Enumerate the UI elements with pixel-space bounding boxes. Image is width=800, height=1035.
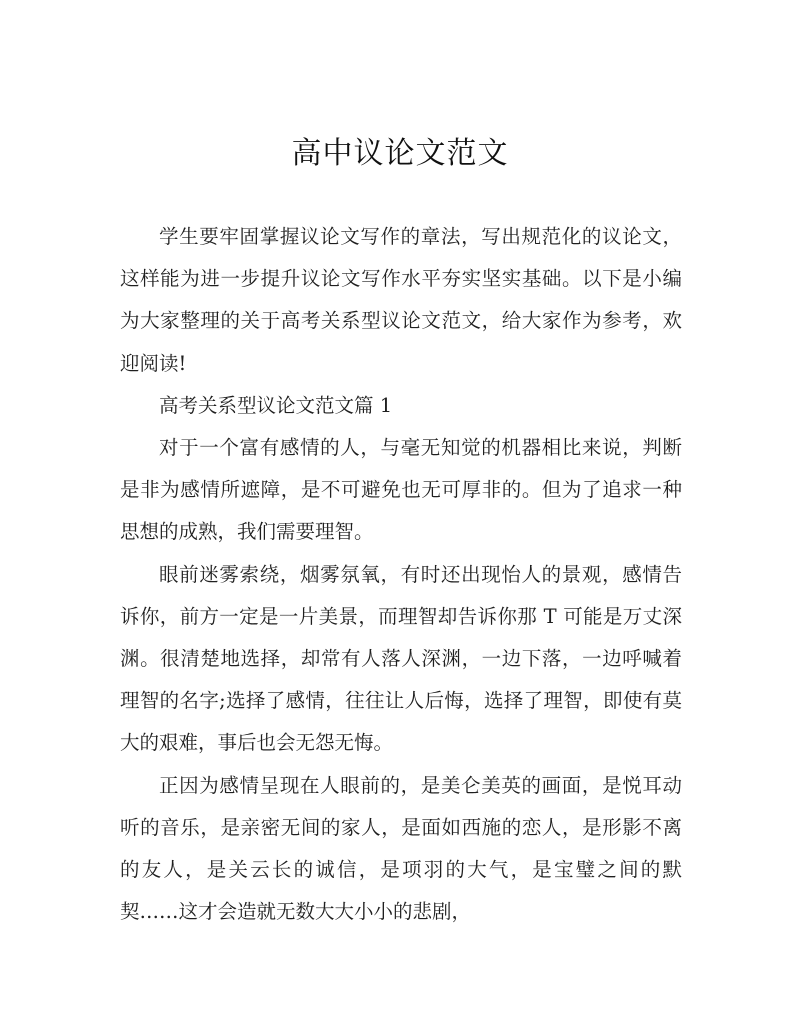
document-title: 高中议论文范文 [291,136,509,171]
document-body [120,216,682,933]
body-paragraph-1: 对于一个富有感情的人，与毫无知觉的机器相比来说，判断是非为感情所遮障，是不可避免也无可厚非的。但为了追求一种思想的成熟，我们需要理智。 [120,436,682,544]
body-paragraph-3: 正因为感情呈现在人眼前的，是美仑美英的画面，是悦耳动听的音乐，是亲密无间的家人，是面如西施的恋人，是形影不离的友人，是关云长的诚信，是项羽的大气，是宝璧之间的默契……这才会造就无数大大小小的悲剧， [120,773,682,924]
section-heading: 高考关系型议论文范文篇 1 [159,393,393,417]
intro-paragraph: 学生要牢固掌握议论文写作的章法，写出规范化的议论文，这样能为进一步提升议论文写作水平夯实坚实基础。以下是小编为大家整理的关于高考关系型议论文范文，给大家作为参考，欢迎阅读! [120,225,682,375]
body-paragraph-2: 眼前迷雾索绕，烟雾氛氧，有时还出现怡人的景观，感情告诉你，前方一定是一片美景，而理智却告诉你那 T 可能是万丈深渊。很清楚地选择，却常有人落人深渊，一边下落，一边呼喊着理智的名字;选择了感情，往往让人后悔，选择了理智，即使有莫大的艰难，事后也会无怨无悔。 [120,562,682,755]
